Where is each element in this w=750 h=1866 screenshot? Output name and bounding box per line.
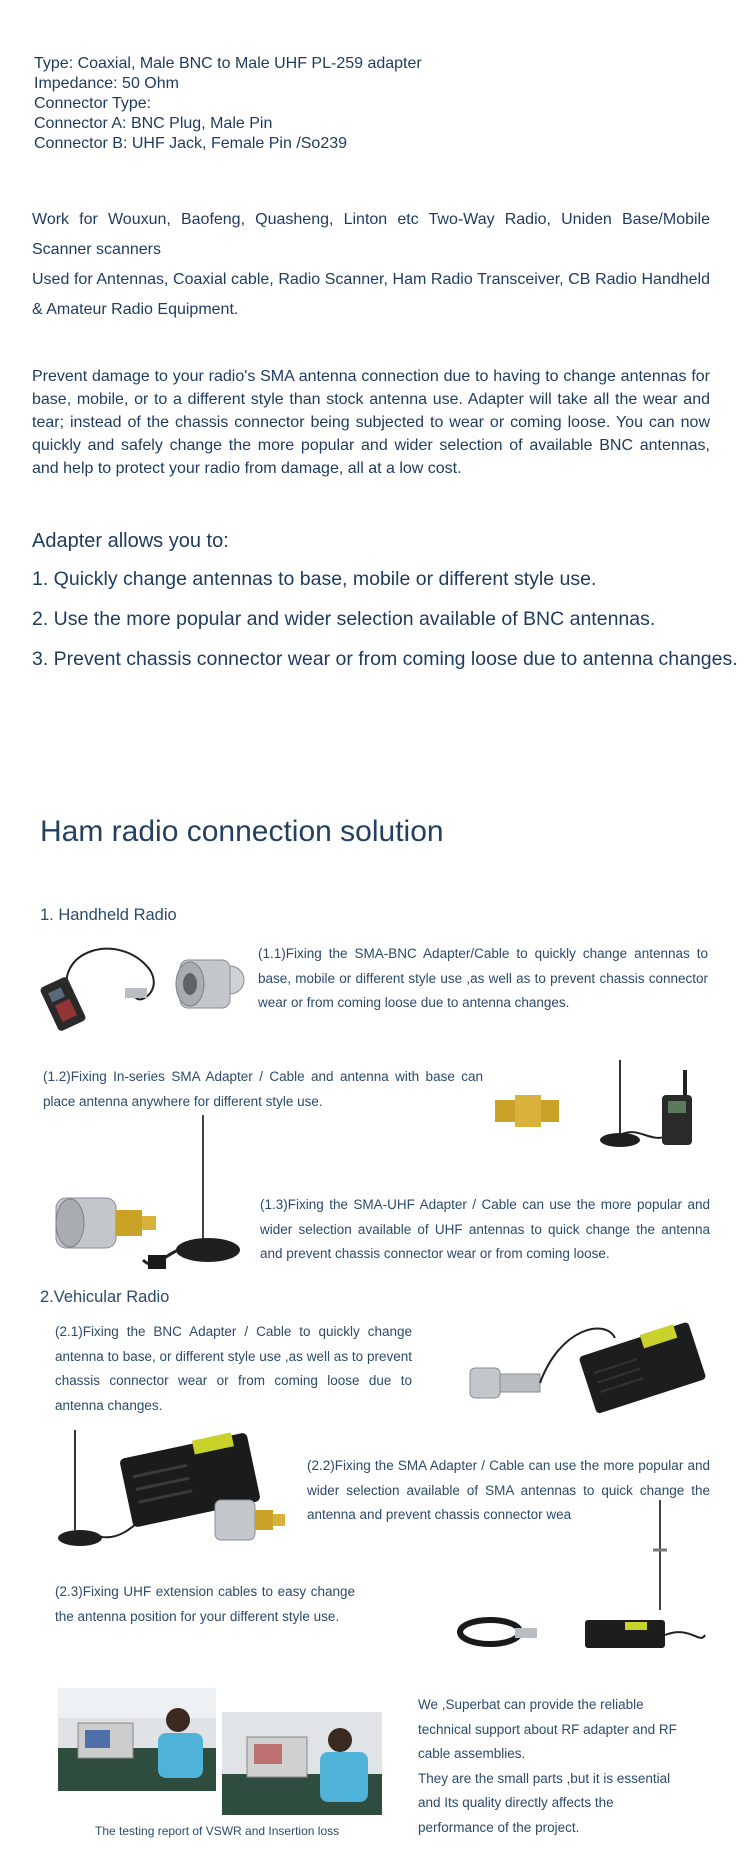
- used-for-text: Used for Antennas, Coaxial cable, Radio Scanner, Ham Radio Transceiver, CB Radio Handheld & Amateur Radio Equipment.: [32, 271, 710, 318]
- sma-uhf-adapter-photo: [48, 1110, 248, 1280]
- lab-testing-photo-1: [58, 1688, 216, 1791]
- support-text: [418, 1693, 713, 1840]
- spec-impedance: Impedance: 50 Ohm: [34, 75, 179, 92]
- support-line-1: We ,Superbat can provide the reliable: [418, 1697, 644, 1712]
- uhf-extension-cable-photo: [450, 1500, 710, 1665]
- allows-item-1: 1. Quickly change antennas to base, mobile or different style use.: [32, 568, 597, 590]
- prevent-paragraph: Prevent damage to your radio's SMA antenna connection due to having to change antennas for base, mobile, or to a different style than stock antenna use. Adapter will take all the wear and tear; instead of the chassis connector being subjected to wear or coming loose. You can now quickly and safely change the more popular and wider selection of available BNC antennas, and help to protect your radio from damage, all at a low cost.: [32, 368, 710, 477]
- handheld-heading: 1. Handheld Radio: [40, 906, 177, 924]
- solution-heading: Ham radio connection solution: [40, 815, 444, 848]
- spec-connector-b: Connector B: UHF Jack, Female Pin /So239: [34, 135, 348, 152]
- spec-connector-type: Connector Type:: [34, 95, 152, 112]
- spec-type: Type: Coaxial, Male BNC to Male UHF PL-259 adapter: [34, 55, 422, 72]
- allows-item-2: 2. Use the more popular and wider selection available of BNC antennas.: [32, 608, 656, 630]
- support-line-6: performance of the project.: [418, 1819, 580, 1835]
- lab-testing-photo-2: [222, 1712, 382, 1815]
- inseries-adapter-photo: [490, 1055, 710, 1160]
- sma-adapter-mobile-radio-photo: [40, 1430, 290, 1555]
- spec-list: [34, 54, 422, 154]
- vehicular-caption-2-1: (2.1)Fixing the BNC Adapter / Cable to quickly change antenna to base, or different style use ,as well as to prevent chassis connector wear or from coming loose due to antenna changes.: [55, 1324, 412, 1413]
- handheld-caption-1-1: (1.1)Fixing the SMA-BNC Adapter/Cable to quickly change antennas to base, mobile or different style use ,as well as to prevent chassis connector wear or from coming loose due to antenna changes.: [258, 946, 708, 1010]
- handheld-caption-1-2: (1.2)Fixing In-series SMA Adapter / Cable and antenna with base can place antenna anywhere for different style use.: [43, 1069, 483, 1109]
- bnc-adapter-mobile-radio-photo: [465, 1308, 710, 1418]
- work-for-text: Work for Wouxun, Baofeng, Quasheng, Linton etc Two-Way Radio, Uniden Base/Mobile Scanner scanners: [32, 211, 710, 258]
- support-line-5: and Its quality directly affects the: [418, 1795, 614, 1810]
- vehicular-heading: 2.Vehicular Radio: [40, 1288, 170, 1306]
- support-line-2: technical support about RF adapter and RF: [418, 1721, 677, 1737]
- allows-heading: Adapter allows you to:: [32, 530, 229, 552]
- allows-item-3: 3. Prevent chassis connector wear or from coming loose due to antenna changes.: [32, 648, 738, 670]
- vehicular-caption-2-3: (2.3)Fixing UHF extension cables to easy change the antenna position for your different style use.: [55, 1584, 355, 1624]
- compatibility-paragraph: [32, 205, 710, 325]
- vehicular-caption-2-2: (2.2)Fixing the SMA Adapter / Cable can use the more popular and wider selection available of SMA antennas to quick change the antenna and prevent chassis connector wea: [307, 1458, 710, 1522]
- spec-connector-a: Connector A: BNC Plug, Male Pin: [34, 115, 273, 132]
- test-report-caption: The testing report of VSWR and Insertion loss: [95, 1824, 340, 1838]
- handheld-radio-adapter-photo: [40, 930, 250, 1035]
- handheld-caption-1-3: (1.3)Fixing the SMA-UHF Adapter / Cable can use the more popular and wider selection available of UHF antennas to quick change the antenna and prevent chassis connector wear or from coming loose.: [260, 1197, 710, 1261]
- support-line-4: They are the small parts ,but it is essential: [418, 1770, 671, 1786]
- support-line-3: cable assemblies.: [418, 1746, 526, 1761]
